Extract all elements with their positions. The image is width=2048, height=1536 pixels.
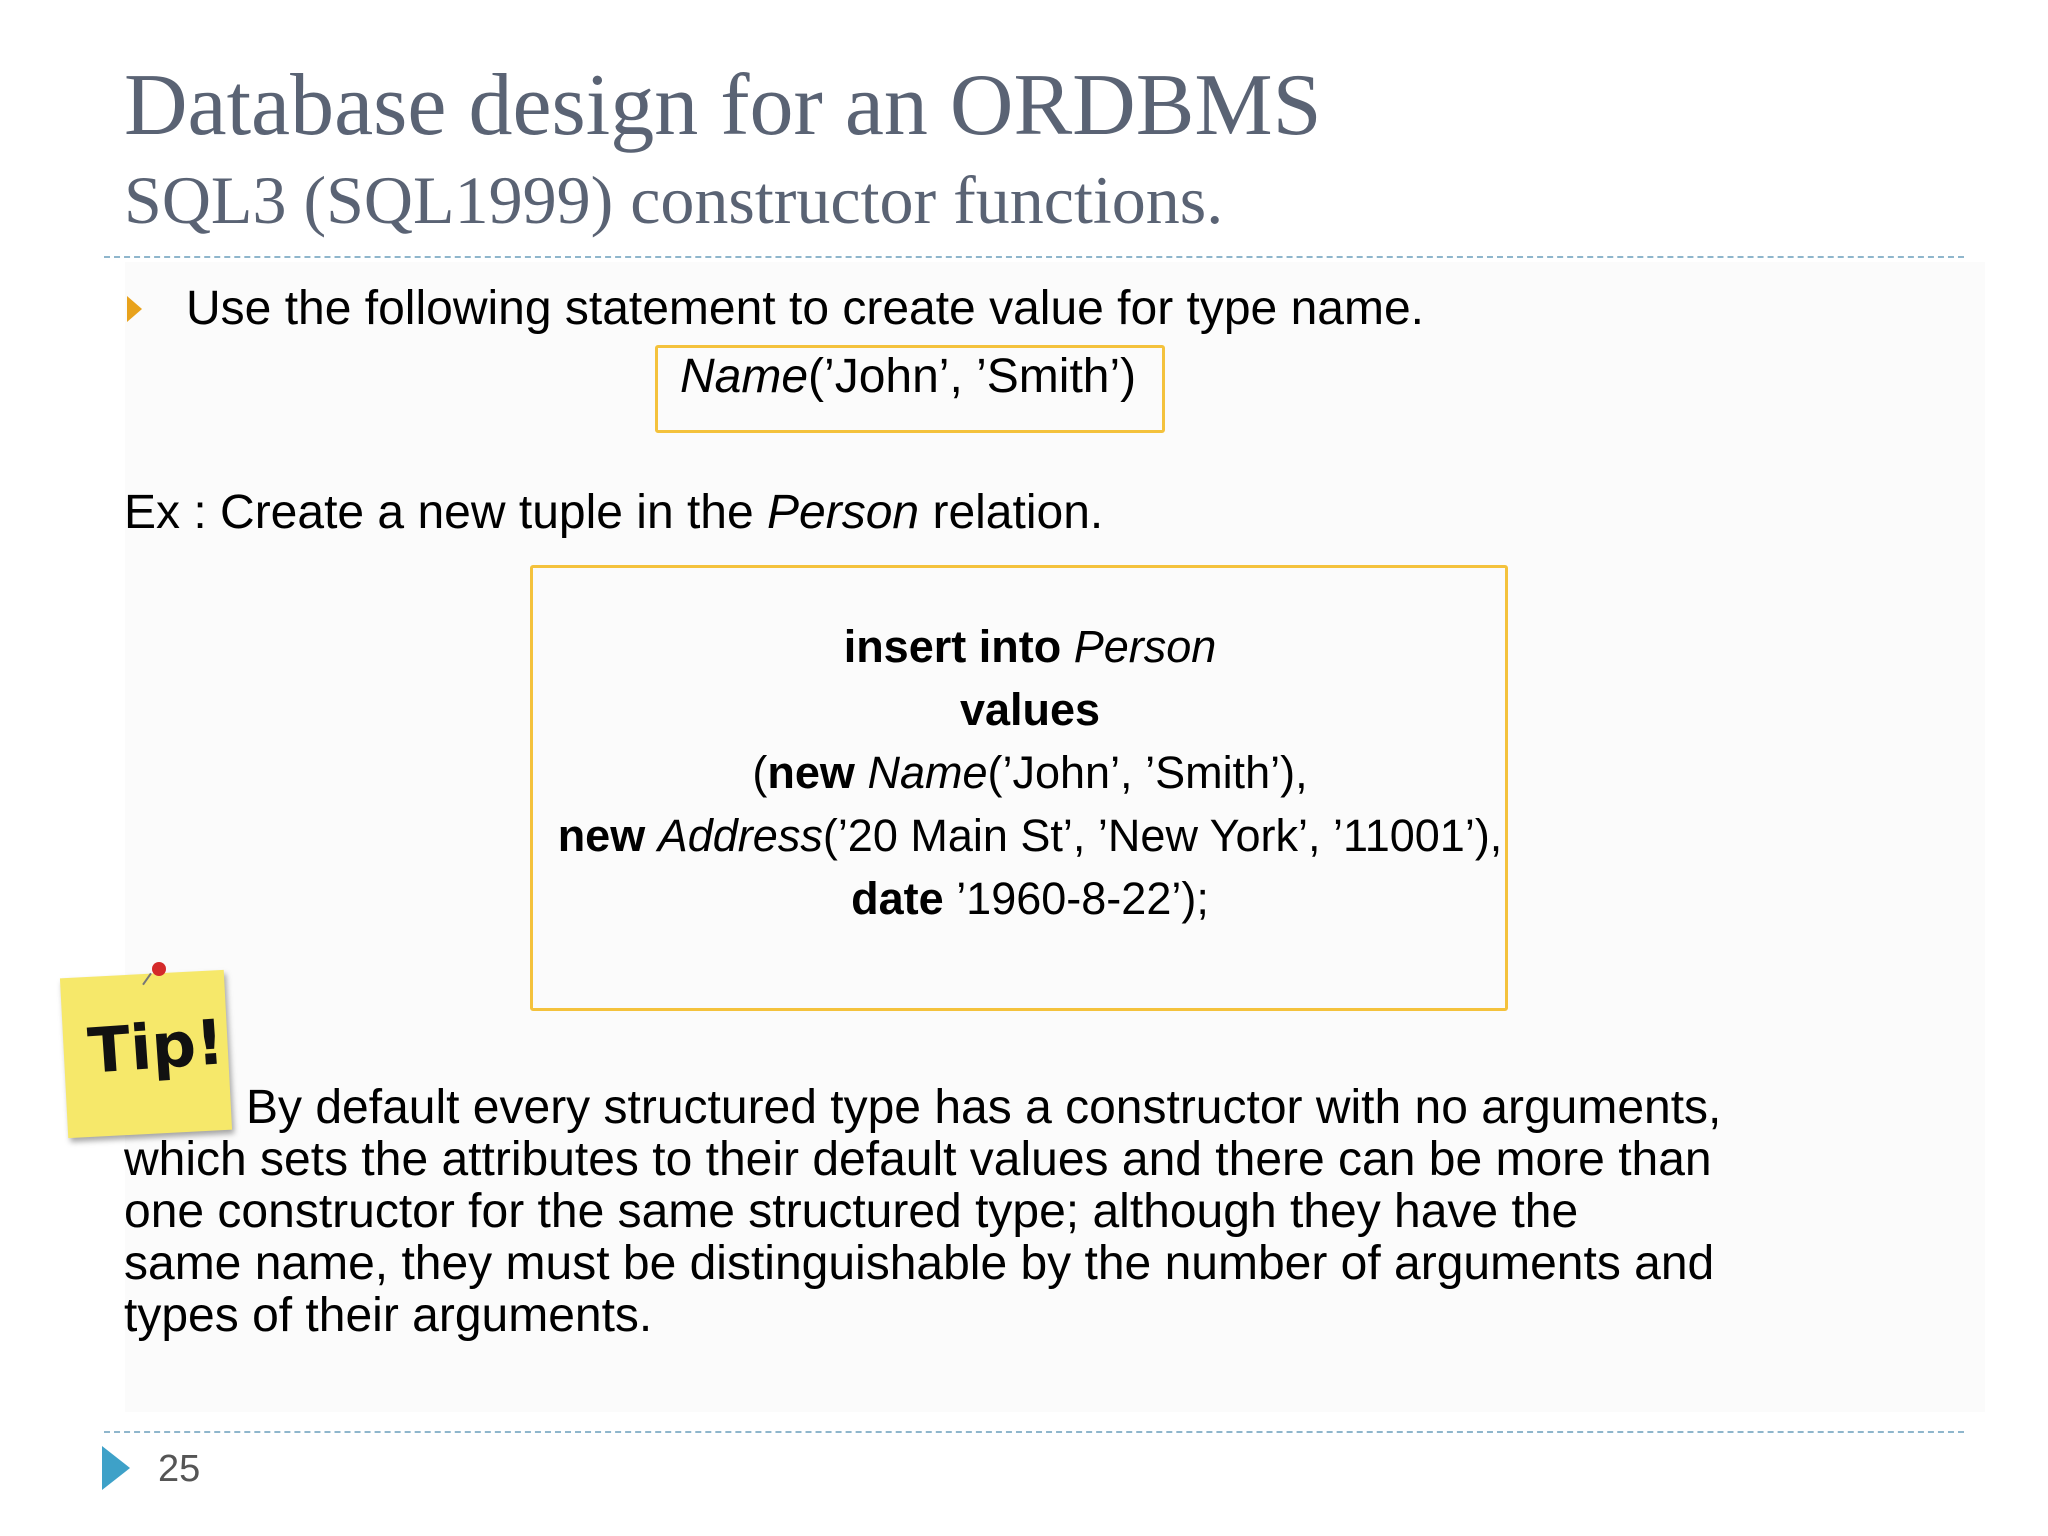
bottom-divider xyxy=(104,1431,1964,1433)
slide-subtitle: SQL3 (SQL1999) constructor functions. xyxy=(124,162,1224,238)
example-relation: Person xyxy=(767,486,920,539)
tip-line: one constructor for the same structured type; although they have the xyxy=(124,1185,1579,1238)
page-number: 25 xyxy=(158,1448,201,1490)
code-keyword: new xyxy=(767,747,855,798)
tip-paragraph xyxy=(124,1082,2004,1342)
code-keyword: new xyxy=(557,810,646,861)
top-divider xyxy=(104,256,1964,258)
bullet-arrow-icon xyxy=(127,296,142,322)
slide-title: Database design for an ORDBMS xyxy=(124,57,1322,154)
example-prefix: Ex : Create a new tuple in the xyxy=(124,486,768,539)
tip-line: which sets the attributes to their default values and there can be more than xyxy=(124,1133,1712,1186)
code-line-2 xyxy=(520,678,1540,741)
code-keyword: values xyxy=(959,684,1101,735)
code-args: (’20 Main St’, ’New York’, ’11001’), xyxy=(822,810,1503,861)
code-line-5 xyxy=(520,867,1540,930)
footer-arrow-icon xyxy=(102,1446,130,1490)
name-constructor-expression xyxy=(680,348,1136,406)
tip-line: types of their arguments. xyxy=(124,1289,653,1342)
code-keyword: insert into xyxy=(843,621,1062,672)
example-suffix: relation. xyxy=(919,486,1104,539)
code-function: Address xyxy=(657,810,823,861)
code-value: ’1960-8-22’); xyxy=(956,873,1209,924)
name-fn: Name xyxy=(680,350,809,403)
bullet-text: Use the following statement to create value for type name. xyxy=(186,282,1424,335)
tip-line: By default every structured type has a constructor with no arguments, xyxy=(246,1081,1722,1134)
code-line-3 xyxy=(520,741,1540,804)
example-line xyxy=(124,484,1103,542)
code-paren: ( xyxy=(752,747,768,798)
code-relation: Person xyxy=(1073,621,1217,672)
code-args: (’John’, ’Smith’), xyxy=(987,747,1308,798)
code-function: Name xyxy=(867,747,988,798)
code-line-1 xyxy=(520,615,1540,678)
code-keyword: date xyxy=(851,873,944,924)
insert-statement xyxy=(520,615,1540,930)
name-args: (’John’, ’Smith’) xyxy=(808,350,1137,403)
pushpin-icon xyxy=(152,962,166,976)
tip-line: same name, they must be distinguishable by the number of arguments and xyxy=(124,1237,1715,1290)
code-line-4 xyxy=(520,804,1540,867)
tip-label: Tip! xyxy=(85,1005,227,1088)
